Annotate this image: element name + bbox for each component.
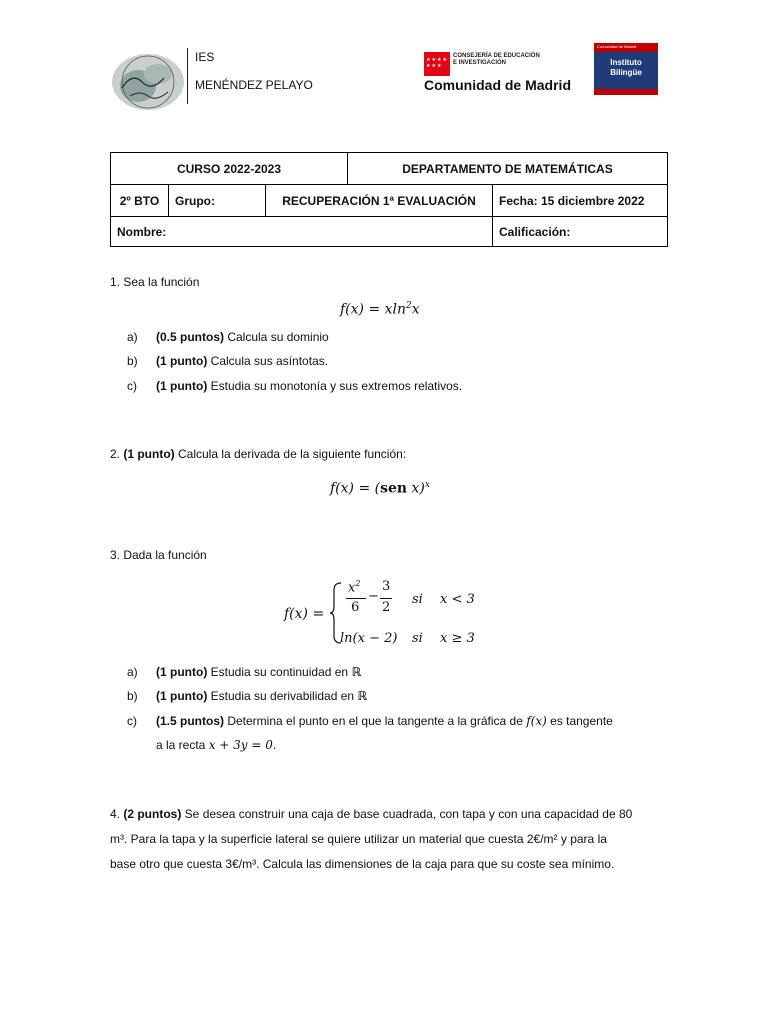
school-type: IES (195, 50, 215, 64)
course-cell: CURSO 2022-2023 (110, 152, 348, 185)
q1-b-text: (1 punto) Calcula sus asíntotas. (156, 354, 329, 368)
q3-cond1-si: si (412, 592, 423, 607)
exam-cell: RECUPERACIÓN 1ª EVALUACIÓN (265, 184, 493, 217)
q1-c-text: (1 punto) Estudia su monotonía y sus extremos relativos. (156, 379, 463, 393)
q4-line3: base otro que cuesta 3€/m³. Calcula las dimensiones de la caja para que su coste sea mínimo. (110, 857, 615, 871)
q4-line1: 4. (2 puntos) Se desea construir una caja de base cuadrada, con tapa y con una capacidad de 80 (110, 807, 633, 821)
q1-b-letter: b) (127, 354, 138, 368)
q1-a-text: (0.5 puntos) Calcula su dominio (156, 330, 329, 344)
q1-a-letter: a) (127, 330, 138, 344)
group-cell: Grupo: (168, 184, 266, 217)
region-name: Comunidad de Madrid (424, 77, 571, 93)
q4-line2: m³. Para la tapa y la superficie lateral se quiere utilizar un material que cuesta 2€/m² y para la (110, 832, 607, 846)
department-cell: DEPARTAMENTO DE MATEMÁTICAS (347, 152, 668, 185)
q1-c-letter: c) (127, 379, 137, 393)
q3-frac2-bar (380, 598, 392, 599)
q3-frac1-den: 6 (351, 600, 360, 615)
q3-lhs: f(x) = (284, 606, 325, 622)
q3-cond2: x ≥ 3 (440, 631, 475, 646)
q3-frac2-num: 3 (382, 579, 391, 594)
q3-b-text: (1 punto) Estudia su derivabilidad en ℝ (156, 689, 368, 703)
q1-formula: f(x) = xln$^2$x (340, 301, 420, 318)
name-cell: Nombre: (110, 216, 493, 247)
flag-stars-icon: ★★★★ ★★★ (426, 57, 448, 69)
q3-c-text-line2: a la recta x + 3y = 0. (156, 738, 277, 752)
q3-frac2-den: 2 (382, 600, 391, 615)
q3-frac1-bar (346, 598, 366, 599)
school-logo (108, 52, 188, 112)
q3-a-letter: a) (127, 665, 138, 679)
q3-minus: − (368, 589, 379, 604)
q3-intro: 3. Dada la función (110, 548, 207, 562)
grade-cell: Calificación: (492, 216, 668, 247)
q3-b-letter: b) (127, 689, 138, 703)
region-department: CONSEJERÍA DE EDUCACIÓN E INVESTIGACIÓN (453, 53, 540, 66)
q3-piece2: ln(x − 2) (340, 631, 398, 646)
q3-c-text: (1.5 puntos) Determina el punto en el que la tangente a la gráfica de f(x) es tangente (156, 714, 613, 728)
q2-statement: 2. (1 punto) Calcula la derivada de la siguiente función: (110, 447, 407, 461)
q3-cond1: x < 3 (440, 592, 475, 607)
q3-frac1-num: $x^2$ (348, 579, 361, 596)
level-cell: 2º BTO (110, 184, 169, 217)
header-divider (187, 48, 188, 104)
q3-cond2-si: si (412, 631, 423, 646)
bilingual-logo-top-text: Comunidad de Madrid (597, 44, 637, 49)
q3-a-text: (1 punto) Estudia su continuidad en ℝ (156, 665, 362, 679)
school-name: MENÉNDEZ PELAYO (195, 78, 313, 92)
q2-formula: f(x) = (sen x)$^x$ (330, 480, 430, 497)
bilingual-logo-text: Instituto Bilingüe (610, 58, 642, 77)
date-cell: Fecha: 15 diciembre 2022 (492, 184, 668, 217)
q3-c-letter: c) (127, 714, 137, 728)
q1-intro: 1. Sea la función (110, 275, 200, 289)
bilingual-logo-bottom-band (594, 89, 658, 95)
